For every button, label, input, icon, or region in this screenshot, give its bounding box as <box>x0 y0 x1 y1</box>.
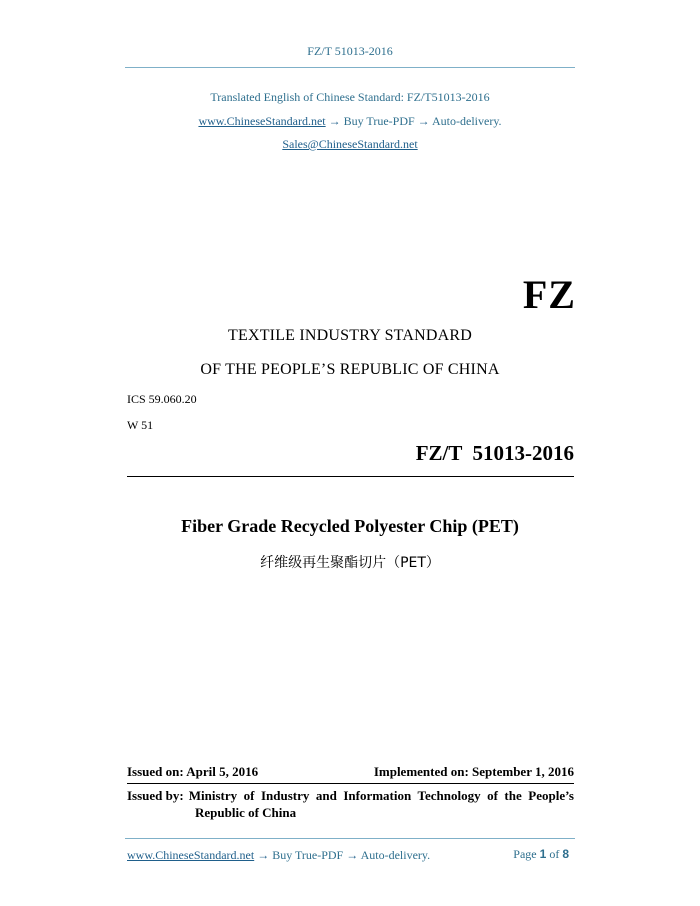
purchase-line <box>0 114 700 129</box>
footer-purchase-line <box>127 848 430 863</box>
issued-by-label: Issued by: <box>127 788 184 803</box>
page-indicator <box>513 847 569 862</box>
footer-buy-text: Buy True-PDF <box>272 848 344 862</box>
arrow-right-icon: → <box>346 848 359 862</box>
document-title-english: Fiber Grade Recycled Polyester Chip (PET) <box>181 516 519 536</box>
standard-number-divider <box>127 476 574 477</box>
footer-site-link[interactable]: www.ChineseStandard.net <box>127 848 255 862</box>
standard-number: FZ/T 51013-2016 <box>415 441 574 465</box>
footer-divider <box>125 838 575 839</box>
issued-by-authority: Ministry of Industry and Information Technology of the People’s <box>188 788 574 803</box>
ics-code: ICS 59.060.20 <box>127 392 197 406</box>
translation-notice: Translated English of Chinese Standard: FZ/T51013-2016 <box>210 90 490 104</box>
footer-delivery-text: Auto-delivery. <box>360 848 431 862</box>
issued-by-block <box>127 787 574 821</box>
page-total: 8 <box>562 847 569 861</box>
arrow-right-icon: → <box>417 114 430 128</box>
header-divider <box>125 67 575 68</box>
email-link[interactable]: Sales@ChineseStandard.net <box>282 137 418 151</box>
buy-text: Buy True-PDF <box>343 114 415 128</box>
issued-by-authority-continued: Republic of China <box>195 805 297 820</box>
delivery-text: Auto-delivery. <box>432 114 502 128</box>
arrow-right-icon: → <box>328 114 341 128</box>
page-label: Page <box>513 847 537 861</box>
classification-code: W 51 <box>127 418 154 432</box>
site-link[interactable]: www.ChineseStandard.net <box>198 114 326 128</box>
implemented-on-date: Implemented on: September 1, 2016 <box>373 764 574 779</box>
page-current: 1 <box>539 847 547 861</box>
arrow-right-icon: → <box>257 848 270 862</box>
standard-type-line2: OF THE PEOPLE’S REPUBLIC OF CHINA <box>200 361 500 378</box>
page-of-label: of <box>549 847 560 861</box>
standard-emblem: FZ <box>522 272 576 317</box>
standard-type-line1: TEXTILE INDUSTRY STANDARD <box>228 327 472 344</box>
email-line <box>0 137 700 152</box>
header-standard-code: FZ/T 51013-2016 <box>307 44 393 58</box>
issued-on-date: Issued on: April 5, 2016 <box>127 764 259 779</box>
document-title-chinese: 纤维级再生聚酯切片（PET） <box>260 555 440 571</box>
issue-divider <box>127 783 574 784</box>
